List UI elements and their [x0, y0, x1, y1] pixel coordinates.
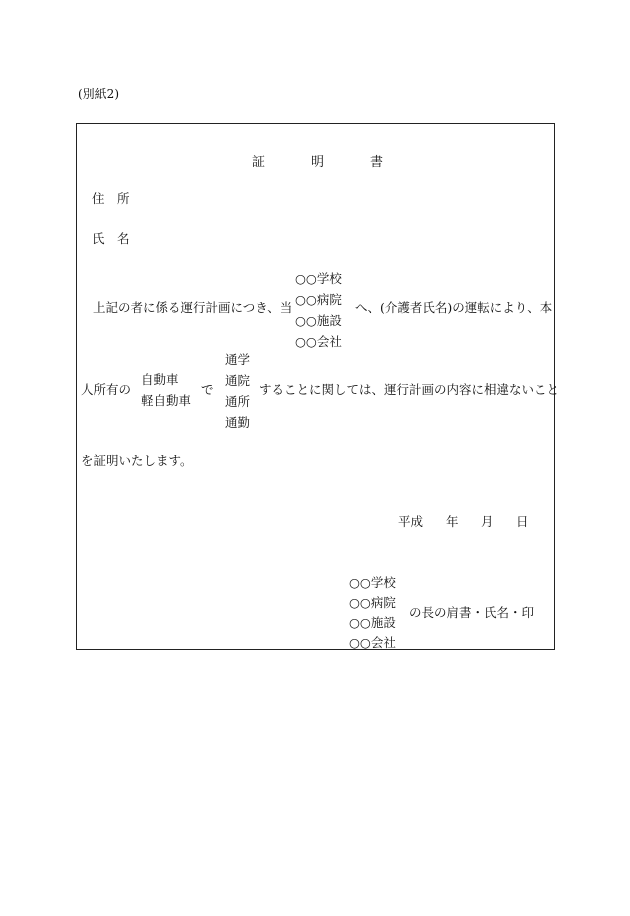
org-option: ○○施設: [295, 313, 342, 328]
org-option: ○○病院: [349, 595, 396, 610]
para3: を証明いたします。: [81, 453, 193, 468]
vehicle-option: 軽自動車: [141, 393, 192, 408]
para2-particle: で: [201, 382, 214, 397]
purpose-options: [225, 349, 250, 433]
para2-lead: 人所有の: [81, 382, 132, 397]
para2-tail: することに関しては、運行計画の内容に相違ないこと: [259, 382, 560, 397]
title-char-2: 明: [311, 155, 325, 170]
org-option: ○○病院: [295, 292, 342, 307]
vehicle-option: 自動車: [141, 372, 179, 387]
address-label: 住 所: [92, 191, 130, 206]
title-char-1: 証: [252, 155, 266, 170]
org-option: ○○会社: [295, 334, 342, 349]
org-option: ○○施設: [349, 615, 396, 630]
date-era: 平成: [398, 514, 424, 529]
date-month: 月: [481, 514, 494, 529]
signature-org-options: [349, 573, 396, 653]
title-char-3: 書: [370, 155, 384, 170]
org-option: ○○会社: [349, 635, 396, 650]
para1-org-options: [295, 268, 342, 352]
purpose-option: 通学: [225, 352, 251, 367]
name-label: 氏 名: [92, 231, 130, 246]
date-day: 日: [516, 514, 529, 529]
org-option: ○○学校: [295, 271, 342, 286]
purpose-option: 通院: [225, 373, 251, 388]
org-option: ○○学校: [349, 575, 396, 590]
annex-label: (別紙2): [78, 87, 119, 101]
vehicle-options: [141, 369, 191, 411]
date-year: 年: [446, 514, 459, 529]
para1-lead: 上記の者に係る運行計画につき、当: [93, 300, 293, 315]
purpose-option: 通所: [225, 394, 251, 409]
purpose-option: 通勤: [225, 415, 251, 430]
signature-tail: の長の肩書・氏名・印: [409, 605, 535, 620]
para1-tail: へ、(介護者氏名)の運転により、本: [355, 300, 553, 315]
